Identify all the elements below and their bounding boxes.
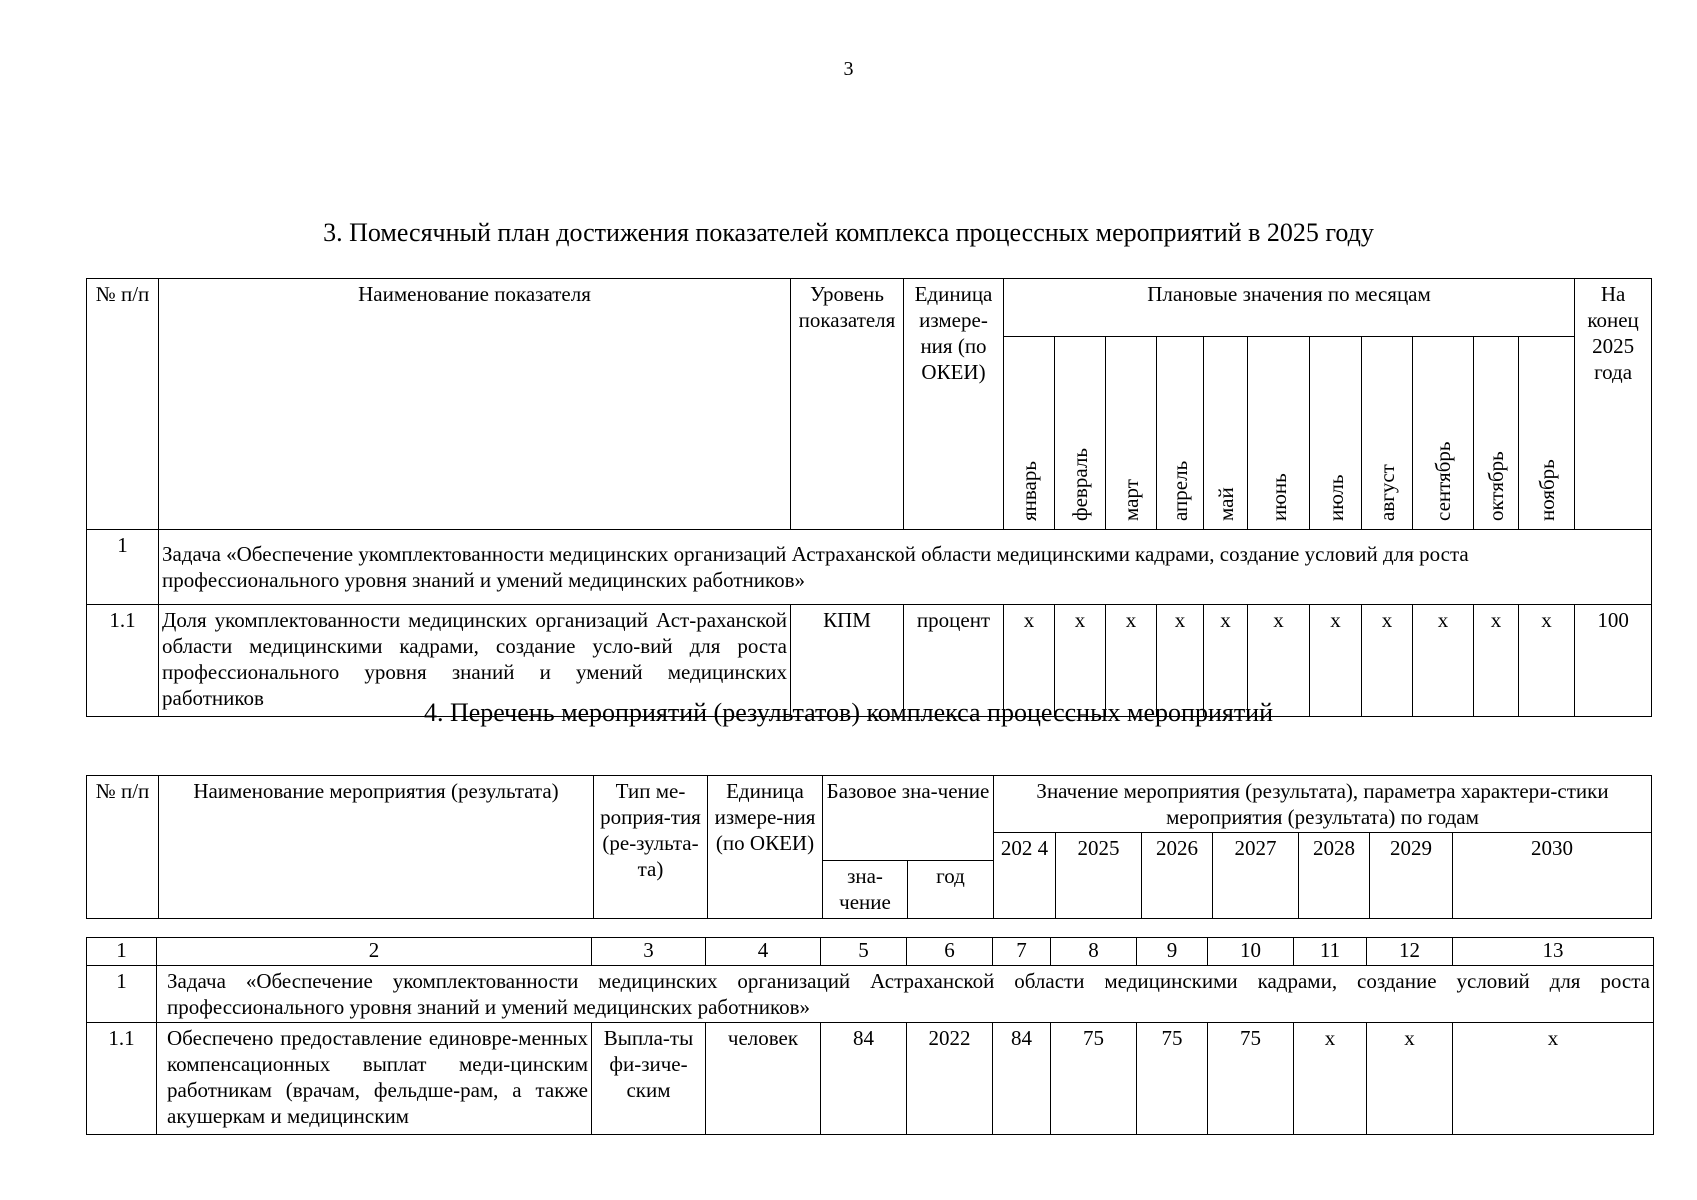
header-base-value-year: год [908, 861, 994, 919]
section-3-heading: 3. Помесячный план достижения показателей комплекса процессных мероприятий в 2025 году [323, 218, 1374, 247]
column-number: 10 [1208, 938, 1294, 966]
header-year: 2029 [1370, 833, 1453, 919]
header-month [1519, 337, 1575, 530]
month-label: октябрь [1484, 451, 1508, 521]
header-year: 202 4 [994, 833, 1056, 919]
column-number: 8 [1051, 938, 1137, 966]
header-month [1106, 337, 1157, 530]
month-value: x [1055, 605, 1106, 717]
month-label: март [1119, 479, 1143, 521]
header-base-value: Базовое зна-чение [823, 776, 994, 861]
header-year: 2026 [1142, 833, 1213, 919]
month-value: x [1106, 605, 1157, 717]
month-label: февраль [1068, 448, 1092, 521]
column-number: 11 [1294, 938, 1367, 966]
year-value: 84 [993, 1023, 1051, 1135]
year-value: 75 [1137, 1023, 1208, 1135]
header-year: 2028 [1299, 833, 1370, 919]
column-number: 9 [1137, 938, 1208, 966]
header-year: 2027 [1213, 833, 1299, 919]
year-value: 75 [1208, 1023, 1294, 1135]
end-of-year-value: 100 [1575, 605, 1652, 717]
header-end-of-year: На конец 2025 года [1575, 279, 1652, 530]
header-year: 2030 [1453, 833, 1652, 919]
column-number: 6 [907, 938, 993, 966]
month-value: x [1413, 605, 1474, 717]
year-value: x [1367, 1023, 1453, 1135]
month-label: июль [1323, 474, 1348, 521]
header-values-by-year: Значение мероприятия (результата), параметра характери-стики мероприятия (результата) по годам [994, 776, 1652, 833]
activity-type: Выпла-ты фи-зиче-ским [592, 1023, 706, 1135]
indicator-level: КПМ [791, 605, 904, 717]
month-value: x [1204, 605, 1248, 717]
task-number: 1 [87, 530, 159, 605]
month-label: май [1213, 487, 1238, 521]
section-4-heading: 4. Перечень мероприятий (результатов) комплекса процессных мероприятий [423, 698, 1274, 727]
column-number: 2 [157, 938, 592, 966]
month-label: сентябрь [1431, 441, 1455, 521]
header-num: № п/п [87, 776, 159, 919]
page-number: 3 [843, 58, 854, 80]
monthly-plan-table [86, 278, 1652, 717]
column-number: 1 [87, 938, 157, 966]
column-number: 13 [1453, 938, 1654, 966]
header-month [1004, 337, 1055, 530]
month-value: x [1474, 605, 1519, 717]
month-value: x [1362, 605, 1413, 717]
row-number: 1.1 [87, 1023, 157, 1135]
header-month [1204, 337, 1248, 530]
header-unit: Единица измере-ния (по ОКЕИ) [904, 279, 1004, 530]
column-number: 5 [821, 938, 907, 966]
indicator-name: Доля укомплектованности медицинских организаций Аст-раханской области медицинскими кадрами, создание усло-вий для роста профессионального уровня знаний и умений медицинских работников [159, 605, 791, 717]
header-month [1055, 337, 1106, 530]
task-number: 1 [87, 966, 157, 1023]
month-value: x [1004, 605, 1055, 717]
month-label: ноябрь [1534, 459, 1559, 521]
header-year: 2025 [1056, 833, 1142, 919]
indicator-unit: процент [904, 605, 1004, 717]
header-unit: Единица измере-ния (по ОКЕИ) [708, 776, 823, 919]
header-indicator-name: Наименование показателя [159, 279, 791, 530]
table-row [87, 1023, 1654, 1135]
header-month [1362, 337, 1413, 530]
header-activity-name: Наименование мероприятия (результата) [159, 776, 594, 919]
row-number: 1.1 [87, 605, 159, 717]
activity-name: Обеспечено предоставление единовре-менных компенсационных выплат меди-цинским работникам (врачам, фельдше-рам, а также акушеркам и медицинским [157, 1023, 592, 1135]
activity-unit: человек [706, 1023, 821, 1135]
month-value: x [1248, 605, 1310, 717]
month-label: апрель [1168, 460, 1192, 521]
column-number: 3 [592, 938, 706, 966]
month-label: июнь [1266, 473, 1291, 521]
header-month [1413, 337, 1474, 530]
header-month [1310, 337, 1362, 530]
month-value: x [1519, 605, 1575, 717]
header-level: Уровень показателя [791, 279, 904, 530]
task-text: Задача «Обеспечение укомплектованности медицинских организаций Астраханской области медицинскими кадрами, создание условий для роста профессионального уровня знаний и умений медицинских работников» [157, 966, 1654, 1023]
base-value: 84 [821, 1023, 907, 1135]
header-month [1248, 337, 1310, 530]
month-label: август [1375, 464, 1399, 521]
header-base-value-value: зна-чение [823, 861, 908, 919]
task-text: Задача «Обеспечение укомплектованности медицинских организаций Астраханской области медицинскими кадрами, создание условий для роста профессионального уровня знаний и умений медицинских работников» [159, 530, 1652, 605]
column-number: 12 [1367, 938, 1453, 966]
activities-table-body [86, 937, 1654, 1135]
activities-table-header [86, 775, 1652, 919]
header-monthly-values: Плановые значения по месяцам [1004, 279, 1575, 337]
month-value: x [1310, 605, 1362, 717]
year-value: x [1453, 1023, 1654, 1135]
header-month [1157, 337, 1204, 530]
column-number: 7 [993, 938, 1051, 966]
month-value: x [1157, 605, 1204, 717]
base-year: 2022 [907, 1023, 993, 1135]
column-number: 4 [706, 938, 821, 966]
year-value: x [1294, 1023, 1367, 1135]
header-activity-type: Тип ме-роприя-тия (ре-зульта-та) [594, 776, 708, 919]
column-numbers-row [87, 938, 1654, 966]
month-label: январь [1017, 461, 1041, 521]
header-month [1474, 337, 1519, 530]
header-num: № п/п [87, 279, 159, 530]
year-value: 75 [1051, 1023, 1137, 1135]
